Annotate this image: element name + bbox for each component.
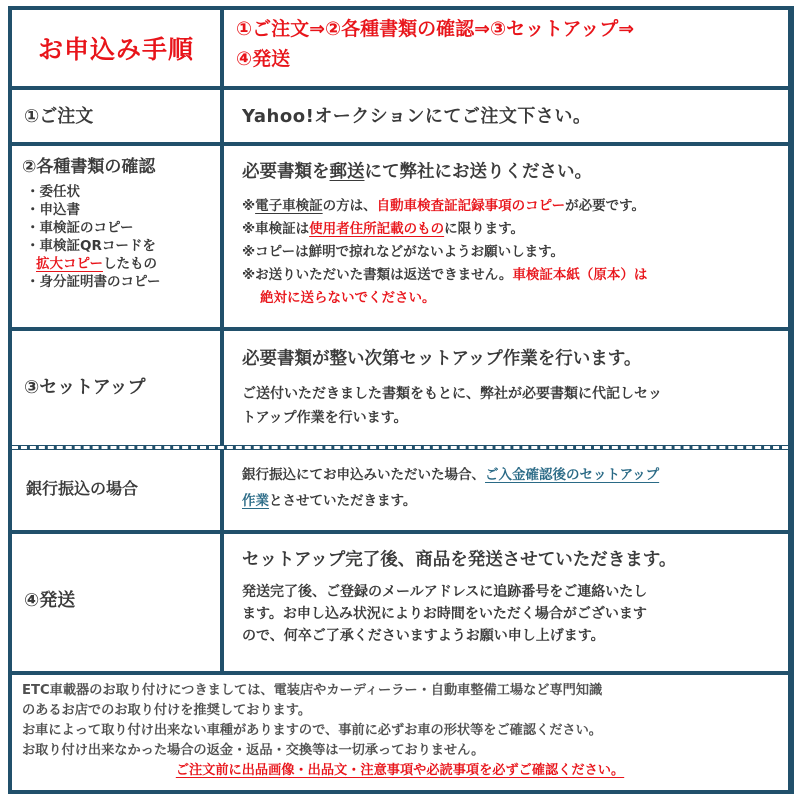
order-text: Yahoo!オークションにてご注文下さい。 (242, 106, 592, 127)
footer-line-1: ETC車載器のお取り付けにつきましては、電装店やカーディーラー・自動車整備工場など専門知識 (22, 683, 603, 698)
footer-notice (12, 675, 788, 790)
steps-line-1: ①ご注文⇒②各種書類の確認⇒③セットアップ⇒ (236, 18, 635, 40)
order-label-cell (12, 90, 220, 142)
setup-label: ③セットアップ (24, 377, 146, 398)
documents-notes (242, 195, 770, 310)
header-steps-cell (224, 10, 788, 86)
shipping-sub-line-2: ます。お申し込み状況によりお時間をいただく場合がございます (242, 606, 647, 622)
qr-suffix: したもの (102, 256, 157, 272)
document-item: ・身分証明書のコピー (26, 274, 161, 290)
document-item-qr-sub (26, 255, 210, 273)
document-item: ・車検証QRコードを (26, 238, 156, 254)
footer-line-2: のあるお店でのお取り付けを推奨しております。 (22, 703, 312, 718)
setup-sub-line-2: トアップ作業を行います。 (242, 410, 408, 426)
header-title-cell (12, 10, 220, 86)
note-4: ※お送りいただいた書類は返送できません。車検証本紙（原本）は (242, 267, 648, 283)
shipping-sub-line-3: ので、何卒ご了承くださいますようお願い申し上げます。 (242, 628, 605, 644)
shipping-main-text: セットアップ完了後、商品を発送させていただきます。 (242, 550, 677, 570)
note-2: ※車検証は使用者住所記載のものに限ります。 (242, 221, 525, 237)
bank-label-cell (12, 450, 220, 530)
documents-label: ②各種書類の確認 (22, 157, 156, 177)
note-4-cont: 絶対に送らないでください。 (260, 290, 436, 306)
bank-link-2: 作業 (242, 493, 269, 509)
setup-main-text: 必要書類が整い次第セットアップ作業を行います。 (242, 349, 642, 369)
setup-label-cell (12, 331, 220, 445)
document-item: ・委任状 (26, 184, 80, 200)
setup-sub-line-1: ご送付いただきました書類をもとに、弊社が必要書類に代記しセッ (242, 386, 662, 402)
document-list (22, 183, 210, 291)
bank-text-line-2: 作業とさせていただきます。 (242, 493, 417, 509)
documents-main-text: 必要書類を郵送にて弊社にお送りください。 (242, 162, 592, 182)
bank-label: 銀行振込の場合 (26, 479, 139, 498)
documents-label-cell (12, 146, 220, 327)
bank-text-line-1: 銀行振込にてお申込みいただいた場合、ご入金確認後のセットアップ (242, 467, 660, 483)
mail-text: 郵送 (329, 162, 365, 182)
document-item: ・申込書 (26, 202, 80, 218)
footer-line-3: お車によって取り付け出来ない車種がありますので、事前に必ずお車の形状等をご確認ください。 (22, 723, 602, 738)
documents-text-cell (224, 146, 788, 327)
order-text-cell (224, 90, 788, 142)
note-3: ※コピーは鮮明で掠れなどがないようお願いします。 (242, 244, 565, 260)
shipping-label: ④発送 (24, 590, 76, 611)
page-title: お申込み手順 (37, 35, 194, 64)
bank-text-cell (224, 450, 788, 530)
bank-link-1: ご入金確認後のセットアップ (485, 467, 660, 483)
shipping-label-cell (12, 534, 220, 671)
shipping-text-cell (224, 534, 788, 671)
setup-text-cell (224, 331, 788, 445)
order-label: ①ご注文 (24, 106, 94, 127)
dashed-divider (12, 446, 788, 449)
footer-line-4: お取り付け出来なかった場合の返金・返品・交換等は一切承っておりません。 (22, 743, 485, 758)
enlarged-copy-text: 拡大コピー (36, 256, 103, 272)
note-1: ※電子車検証の方は、自動車検査証記録事項のコピーが必要です。 (242, 198, 646, 214)
shipping-sub-line-1: 発送完了後、ご登録のメールアドレスに追跡番号をご連絡いたし (242, 584, 648, 600)
steps-line-2: ④発送 (236, 48, 291, 70)
footer-warning: ご注文前に出品画像・出品文・注意事項や必読事項を必ずご確認ください。 (175, 763, 625, 778)
document-item: ・車検証のコピー (26, 220, 134, 236)
